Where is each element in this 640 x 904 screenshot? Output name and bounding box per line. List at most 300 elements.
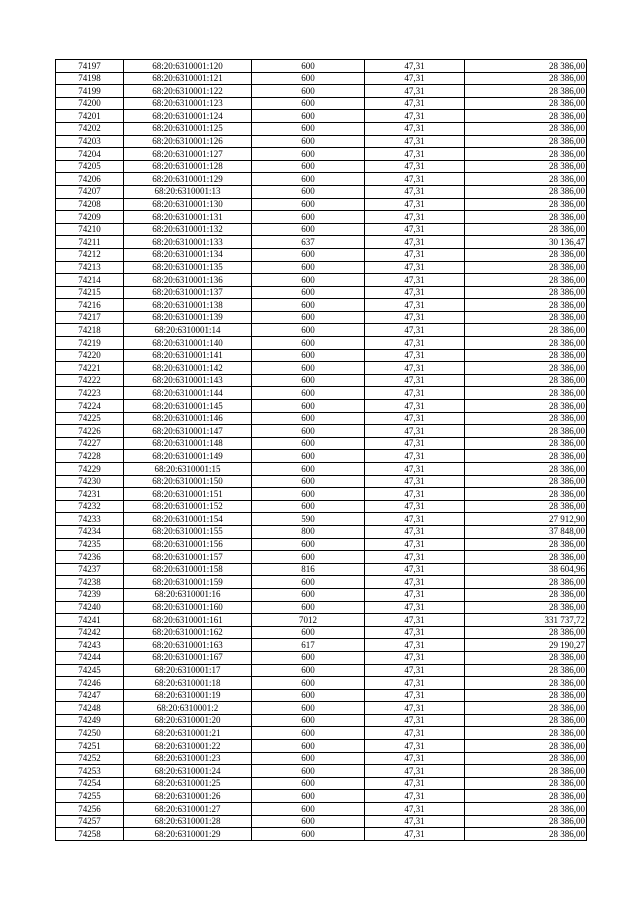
rate-cell: 47,31 (365, 337, 465, 350)
rate-cell: 47,31 (365, 727, 465, 740)
cadastral-number-cell: 68:20:6310001:156 (124, 538, 252, 551)
cadastral-number-cell: 68:20:6310001:162 (124, 626, 252, 639)
cadastral-number-cell: 68:20:6310001:134 (124, 248, 252, 261)
table-row (56, 664, 587, 677)
row-number-cell: 74201 (56, 110, 124, 123)
cost-cell: 28 386,00 (465, 185, 587, 198)
cadastral-number-cell: 68:20:6310001:24 (124, 765, 252, 778)
rate-cell: 47,31 (365, 198, 465, 211)
table-row (56, 513, 587, 526)
cost-cell: 28 386,00 (465, 223, 587, 236)
table-row (56, 122, 587, 135)
rate-cell: 47,31 (365, 299, 465, 312)
table-row (56, 576, 587, 589)
table-row (56, 437, 587, 450)
cadastral-number-cell: 68:20:6310001:161 (124, 614, 252, 627)
row-number-cell: 74202 (56, 122, 124, 135)
cost-cell: 28 386,00 (465, 387, 587, 400)
cost-cell: 28 386,00 (465, 400, 587, 413)
rate-cell: 47,31 (365, 450, 465, 463)
row-number-cell: 74232 (56, 500, 124, 513)
area-cell: 7012 (252, 614, 365, 627)
area-cell: 600 (252, 803, 365, 816)
cadastral-number-cell: 68:20:6310001:140 (124, 337, 252, 350)
rate-cell: 47,31 (365, 576, 465, 589)
cadastral-number-cell: 68:20:6310001:21 (124, 727, 252, 740)
table-row (56, 286, 587, 299)
rate-cell: 47,31 (365, 374, 465, 387)
cost-cell: 28 386,00 (465, 450, 587, 463)
table-row (56, 349, 587, 362)
cadastral-number-cell: 68:20:6310001:138 (124, 299, 252, 312)
rate-cell: 47,31 (365, 803, 465, 816)
rate-cell: 47,31 (365, 286, 465, 299)
area-cell: 600 (252, 576, 365, 589)
rate-cell: 47,31 (365, 601, 465, 614)
table-row (56, 828, 587, 841)
rate-cell: 47,31 (365, 563, 465, 576)
rate-cell: 47,31 (365, 274, 465, 287)
cost-cell: 28 386,00 (465, 576, 587, 589)
cadastral-number-cell: 68:20:6310001:130 (124, 198, 252, 211)
rate-cell: 47,31 (365, 538, 465, 551)
cadastral-number-cell: 68:20:6310001:135 (124, 261, 252, 274)
row-number-cell: 74252 (56, 752, 124, 765)
cadastral-number-cell: 68:20:6310001:152 (124, 500, 252, 513)
row-number-cell: 74221 (56, 362, 124, 375)
table-row (56, 777, 587, 790)
row-number-cell: 74242 (56, 626, 124, 639)
cost-cell: 28 386,00 (465, 588, 587, 601)
area-cell: 600 (252, 664, 365, 677)
area-cell: 600 (252, 110, 365, 123)
area-cell: 600 (252, 387, 365, 400)
cost-cell: 28 386,00 (465, 765, 587, 778)
cadastral-number-cell: 68:20:6310001:29 (124, 828, 252, 841)
area-cell: 600 (252, 198, 365, 211)
table-row (56, 727, 587, 740)
table-row (56, 324, 587, 337)
cadastral-number-cell: 68:20:6310001:128 (124, 160, 252, 173)
rate-cell: 47,31 (365, 311, 465, 324)
cadastral-number-cell: 68:20:6310001:126 (124, 135, 252, 148)
rate-cell: 47,31 (365, 148, 465, 161)
area-cell: 600 (252, 223, 365, 236)
cadastral-number-cell: 68:20:6310001:133 (124, 236, 252, 249)
row-number-cell: 74256 (56, 803, 124, 816)
cadastral-number-cell: 68:20:6310001:142 (124, 362, 252, 375)
cadastral-number-cell: 68:20:6310001:27 (124, 803, 252, 816)
table-row (56, 651, 587, 664)
table-row (56, 160, 587, 173)
table-row (56, 173, 587, 186)
area-cell: 600 (252, 211, 365, 224)
cadastral-number-cell: 68:20:6310001:136 (124, 274, 252, 287)
row-number-cell: 74207 (56, 185, 124, 198)
row-number-cell: 74244 (56, 651, 124, 664)
area-cell: 600 (252, 828, 365, 841)
cost-cell: 28 386,00 (465, 60, 587, 73)
area-cell: 600 (252, 97, 365, 110)
table-row (56, 337, 587, 350)
cost-cell: 28 386,00 (465, 626, 587, 639)
rate-cell: 47,31 (365, 752, 465, 765)
table-row (56, 400, 587, 413)
table-row (56, 790, 587, 803)
row-number-cell: 74248 (56, 702, 124, 715)
table-row (56, 563, 587, 576)
cost-cell: 28 386,00 (465, 110, 587, 123)
cost-cell: 28 386,00 (465, 211, 587, 224)
table-row (56, 97, 587, 110)
area-cell: 600 (252, 702, 365, 715)
cadastral-number-cell: 68:20:6310001:120 (124, 60, 252, 73)
area-cell: 600 (252, 551, 365, 564)
cost-cell: 28 386,00 (465, 815, 587, 828)
cadastral-number-cell: 68:20:6310001:137 (124, 286, 252, 299)
area-cell: 600 (252, 299, 365, 312)
table-row (56, 765, 587, 778)
cadastral-number-cell: 68:20:6310001:151 (124, 488, 252, 501)
area-cell: 600 (252, 488, 365, 501)
area-cell: 600 (252, 677, 365, 690)
rate-cell: 47,31 (365, 223, 465, 236)
row-number-cell: 74198 (56, 72, 124, 85)
rate-cell: 47,31 (365, 211, 465, 224)
row-number-cell: 74205 (56, 160, 124, 173)
rate-cell: 47,31 (365, 185, 465, 198)
row-number-cell: 74203 (56, 135, 124, 148)
cost-cell: 28 386,00 (465, 85, 587, 98)
area-cell: 600 (252, 337, 365, 350)
table-row (56, 714, 587, 727)
cost-cell: 28 386,00 (465, 727, 587, 740)
rate-cell: 47,31 (365, 248, 465, 261)
rate-cell: 47,31 (365, 463, 465, 476)
area-cell: 800 (252, 525, 365, 538)
area-cell: 600 (252, 72, 365, 85)
row-number-cell: 74241 (56, 614, 124, 627)
cost-cell: 28 386,00 (465, 135, 587, 148)
cost-cell: 28 386,00 (465, 677, 587, 690)
row-number-cell: 74257 (56, 815, 124, 828)
area-cell: 600 (252, 135, 365, 148)
table-row (56, 500, 587, 513)
cost-cell: 28 386,00 (465, 475, 587, 488)
cost-cell: 28 386,00 (465, 437, 587, 450)
cost-cell: 28 386,00 (465, 374, 587, 387)
cost-cell: 28 386,00 (465, 425, 587, 438)
cadastral-number-cell: 68:20:6310001:125 (124, 122, 252, 135)
rate-cell: 47,31 (365, 626, 465, 639)
area-cell: 600 (252, 261, 365, 274)
table-row (56, 72, 587, 85)
area-cell: 600 (252, 714, 365, 727)
rate-cell: 47,31 (365, 513, 465, 526)
area-cell: 600 (252, 412, 365, 425)
area-cell: 637 (252, 236, 365, 249)
rate-cell: 47,31 (365, 551, 465, 564)
cost-cell: 29 190,27 (465, 639, 587, 652)
rate-cell: 47,31 (365, 500, 465, 513)
rate-cell: 47,31 (365, 362, 465, 375)
cadastral-number-cell: 68:20:6310001:129 (124, 173, 252, 186)
cost-cell: 28 386,00 (465, 160, 587, 173)
table-row (56, 639, 587, 652)
area-cell: 600 (252, 463, 365, 476)
table-row (56, 601, 587, 614)
rate-cell: 47,31 (365, 714, 465, 727)
cost-cell: 331 737,72 (465, 614, 587, 627)
rate-cell: 47,31 (365, 777, 465, 790)
area-cell: 600 (252, 790, 365, 803)
rate-cell: 47,31 (365, 160, 465, 173)
cost-cell: 28 386,00 (465, 173, 587, 186)
area-cell: 600 (252, 651, 365, 664)
rate-cell: 47,31 (365, 349, 465, 362)
table-row (56, 261, 587, 274)
table-row (56, 538, 587, 551)
row-number-cell: 74251 (56, 740, 124, 753)
row-number-cell: 74213 (56, 261, 124, 274)
cadastral-table-body (56, 60, 587, 841)
area-cell: 600 (252, 324, 365, 337)
rate-cell: 47,31 (365, 677, 465, 690)
row-number-cell: 74210 (56, 223, 124, 236)
cost-cell: 28 386,00 (465, 349, 587, 362)
cadastral-number-cell: 68:20:6310001:141 (124, 349, 252, 362)
area-cell: 617 (252, 639, 365, 652)
cadastral-number-cell: 68:20:6310001:23 (124, 752, 252, 765)
table-row (56, 702, 587, 715)
table-row (56, 299, 587, 312)
row-number-cell: 74233 (56, 513, 124, 526)
area-cell: 600 (252, 475, 365, 488)
rate-cell: 47,31 (365, 72, 465, 85)
area-cell: 600 (252, 122, 365, 135)
rate-cell: 47,31 (365, 790, 465, 803)
table-row (56, 185, 587, 198)
cadastral-number-cell: 68:20:6310001:28 (124, 815, 252, 828)
area-cell: 600 (252, 248, 365, 261)
rate-cell: 47,31 (365, 400, 465, 413)
area-cell: 600 (252, 740, 365, 753)
rate-cell: 47,31 (365, 412, 465, 425)
table-row (56, 198, 587, 211)
row-number-cell: 74249 (56, 714, 124, 727)
row-number-cell: 74255 (56, 790, 124, 803)
table-row (56, 110, 587, 123)
row-number-cell: 74228 (56, 450, 124, 463)
table-row (56, 740, 587, 753)
cadastral-number-cell: 68:20:6310001:15 (124, 463, 252, 476)
row-number-cell: 74222 (56, 374, 124, 387)
area-cell: 600 (252, 626, 365, 639)
area-cell: 600 (252, 500, 365, 513)
cost-cell: 28 386,00 (465, 740, 587, 753)
row-number-cell: 74247 (56, 689, 124, 702)
table-row (56, 374, 587, 387)
row-number-cell: 74206 (56, 173, 124, 186)
rate-cell: 47,31 (365, 488, 465, 501)
cost-cell: 28 386,00 (465, 412, 587, 425)
row-number-cell: 74220 (56, 349, 124, 362)
cost-cell: 28 386,00 (465, 790, 587, 803)
rate-cell: 47,31 (365, 689, 465, 702)
cost-cell: 28 386,00 (465, 72, 587, 85)
cadastral-number-cell: 68:20:6310001:155 (124, 525, 252, 538)
area-cell: 600 (252, 185, 365, 198)
area-cell: 600 (252, 362, 365, 375)
area-cell: 600 (252, 815, 365, 828)
cost-cell: 28 386,00 (465, 538, 587, 551)
table-row (56, 387, 587, 400)
cadastral-number-cell: 68:20:6310001:124 (124, 110, 252, 123)
cost-cell: 28 386,00 (465, 714, 587, 727)
rate-cell: 47,31 (365, 702, 465, 715)
row-number-cell: 74238 (56, 576, 124, 589)
table-row (56, 815, 587, 828)
cost-cell: 28 386,00 (465, 664, 587, 677)
rate-cell: 47,31 (365, 261, 465, 274)
row-number-cell: 74219 (56, 337, 124, 350)
area-cell: 600 (252, 601, 365, 614)
cadastral-number-cell: 68:20:6310001:25 (124, 777, 252, 790)
cost-cell: 28 386,00 (465, 299, 587, 312)
area-cell: 600 (252, 689, 365, 702)
cost-cell: 28 386,00 (465, 337, 587, 350)
row-number-cell: 74235 (56, 538, 124, 551)
rate-cell: 47,31 (365, 173, 465, 186)
table-row (56, 689, 587, 702)
rate-cell: 47,31 (365, 475, 465, 488)
table-row (56, 148, 587, 161)
table-row (56, 677, 587, 690)
cadastral-number-cell: 68:20:6310001:157 (124, 551, 252, 564)
area-cell: 600 (252, 437, 365, 450)
cost-cell: 28 386,00 (465, 777, 587, 790)
cadastral-number-cell: 68:20:6310001:163 (124, 639, 252, 652)
area-cell: 600 (252, 148, 365, 161)
table-row (56, 135, 587, 148)
area-cell: 600 (252, 311, 365, 324)
cadastral-number-cell: 68:20:6310001:16 (124, 588, 252, 601)
rate-cell: 47,31 (365, 664, 465, 677)
cost-cell: 28 386,00 (465, 198, 587, 211)
rate-cell: 47,31 (365, 525, 465, 538)
area-cell: 600 (252, 425, 365, 438)
cadastral-number-cell: 68:20:6310001:121 (124, 72, 252, 85)
area-cell: 600 (252, 274, 365, 287)
rate-cell: 47,31 (365, 639, 465, 652)
row-number-cell: 74200 (56, 97, 124, 110)
area-cell: 600 (252, 85, 365, 98)
cadastral-number-cell: 68:20:6310001:2 (124, 702, 252, 715)
cost-cell: 28 386,00 (465, 551, 587, 564)
cost-cell: 28 386,00 (465, 752, 587, 765)
area-cell: 600 (252, 374, 365, 387)
table-row (56, 488, 587, 501)
rate-cell: 47,31 (365, 651, 465, 664)
row-number-cell: 74216 (56, 299, 124, 312)
row-number-cell: 74236 (56, 551, 124, 564)
cost-cell: 28 386,00 (465, 601, 587, 614)
cadastral-number-cell: 68:20:6310001:22 (124, 740, 252, 753)
area-cell: 600 (252, 727, 365, 740)
cost-cell: 28 386,00 (465, 463, 587, 476)
cost-cell: 28 386,00 (465, 702, 587, 715)
rate-cell: 47,31 (365, 110, 465, 123)
cost-cell: 28 386,00 (465, 324, 587, 337)
row-number-cell: 74230 (56, 475, 124, 488)
area-cell: 600 (252, 349, 365, 362)
cost-cell: 28 386,00 (465, 311, 587, 324)
cadastral-number-cell: 68:20:6310001:139 (124, 311, 252, 324)
row-number-cell: 74214 (56, 274, 124, 287)
row-number-cell: 74204 (56, 148, 124, 161)
cadastral-number-cell: 68:20:6310001:123 (124, 97, 252, 110)
cadastral-number-cell: 68:20:6310001:132 (124, 223, 252, 236)
row-number-cell: 74254 (56, 777, 124, 790)
rate-cell: 47,31 (365, 815, 465, 828)
cadastral-number-cell: 68:20:6310001:20 (124, 714, 252, 727)
row-number-cell: 74199 (56, 85, 124, 98)
cost-cell: 27 912,90 (465, 513, 587, 526)
row-number-cell: 74212 (56, 248, 124, 261)
row-number-cell: 74245 (56, 664, 124, 677)
cost-cell: 28 386,00 (465, 689, 587, 702)
rate-cell: 47,31 (365, 122, 465, 135)
table-row (56, 614, 587, 627)
cadastral-number-cell: 68:20:6310001:13 (124, 185, 252, 198)
table-row (56, 425, 587, 438)
rate-cell: 47,31 (365, 135, 465, 148)
cadastral-number-cell: 68:20:6310001:144 (124, 387, 252, 400)
row-number-cell: 74218 (56, 324, 124, 337)
table-row (56, 85, 587, 98)
row-number-cell: 74253 (56, 765, 124, 778)
cost-cell: 28 386,00 (465, 122, 587, 135)
rate-cell: 47,31 (365, 425, 465, 438)
table-row (56, 223, 587, 236)
cadastral-number-cell: 68:20:6310001:127 (124, 148, 252, 161)
cadastral-number-cell: 68:20:6310001:122 (124, 85, 252, 98)
rate-cell: 47,31 (365, 324, 465, 337)
row-number-cell: 74215 (56, 286, 124, 299)
table-row (56, 211, 587, 224)
cadastral-number-cell: 68:20:6310001:131 (124, 211, 252, 224)
row-number-cell: 74197 (56, 60, 124, 73)
rate-cell: 47,31 (365, 97, 465, 110)
cadastral-number-cell: 68:20:6310001:148 (124, 437, 252, 450)
row-number-cell: 74250 (56, 727, 124, 740)
row-number-cell: 74226 (56, 425, 124, 438)
rate-cell: 47,31 (365, 614, 465, 627)
row-number-cell: 74224 (56, 400, 124, 413)
cost-cell: 28 386,00 (465, 274, 587, 287)
table-row (56, 274, 587, 287)
cadastral-number-cell: 68:20:6310001:147 (124, 425, 252, 438)
area-cell: 600 (252, 752, 365, 765)
row-number-cell: 74211 (56, 236, 124, 249)
area-cell: 600 (252, 538, 365, 551)
area-cell: 600 (252, 160, 365, 173)
cost-cell: 28 386,00 (465, 362, 587, 375)
cadastral-number-cell: 68:20:6310001:146 (124, 412, 252, 425)
cost-cell: 38 604,96 (465, 563, 587, 576)
table-row (56, 803, 587, 816)
cadastral-number-cell: 68:20:6310001:158 (124, 563, 252, 576)
